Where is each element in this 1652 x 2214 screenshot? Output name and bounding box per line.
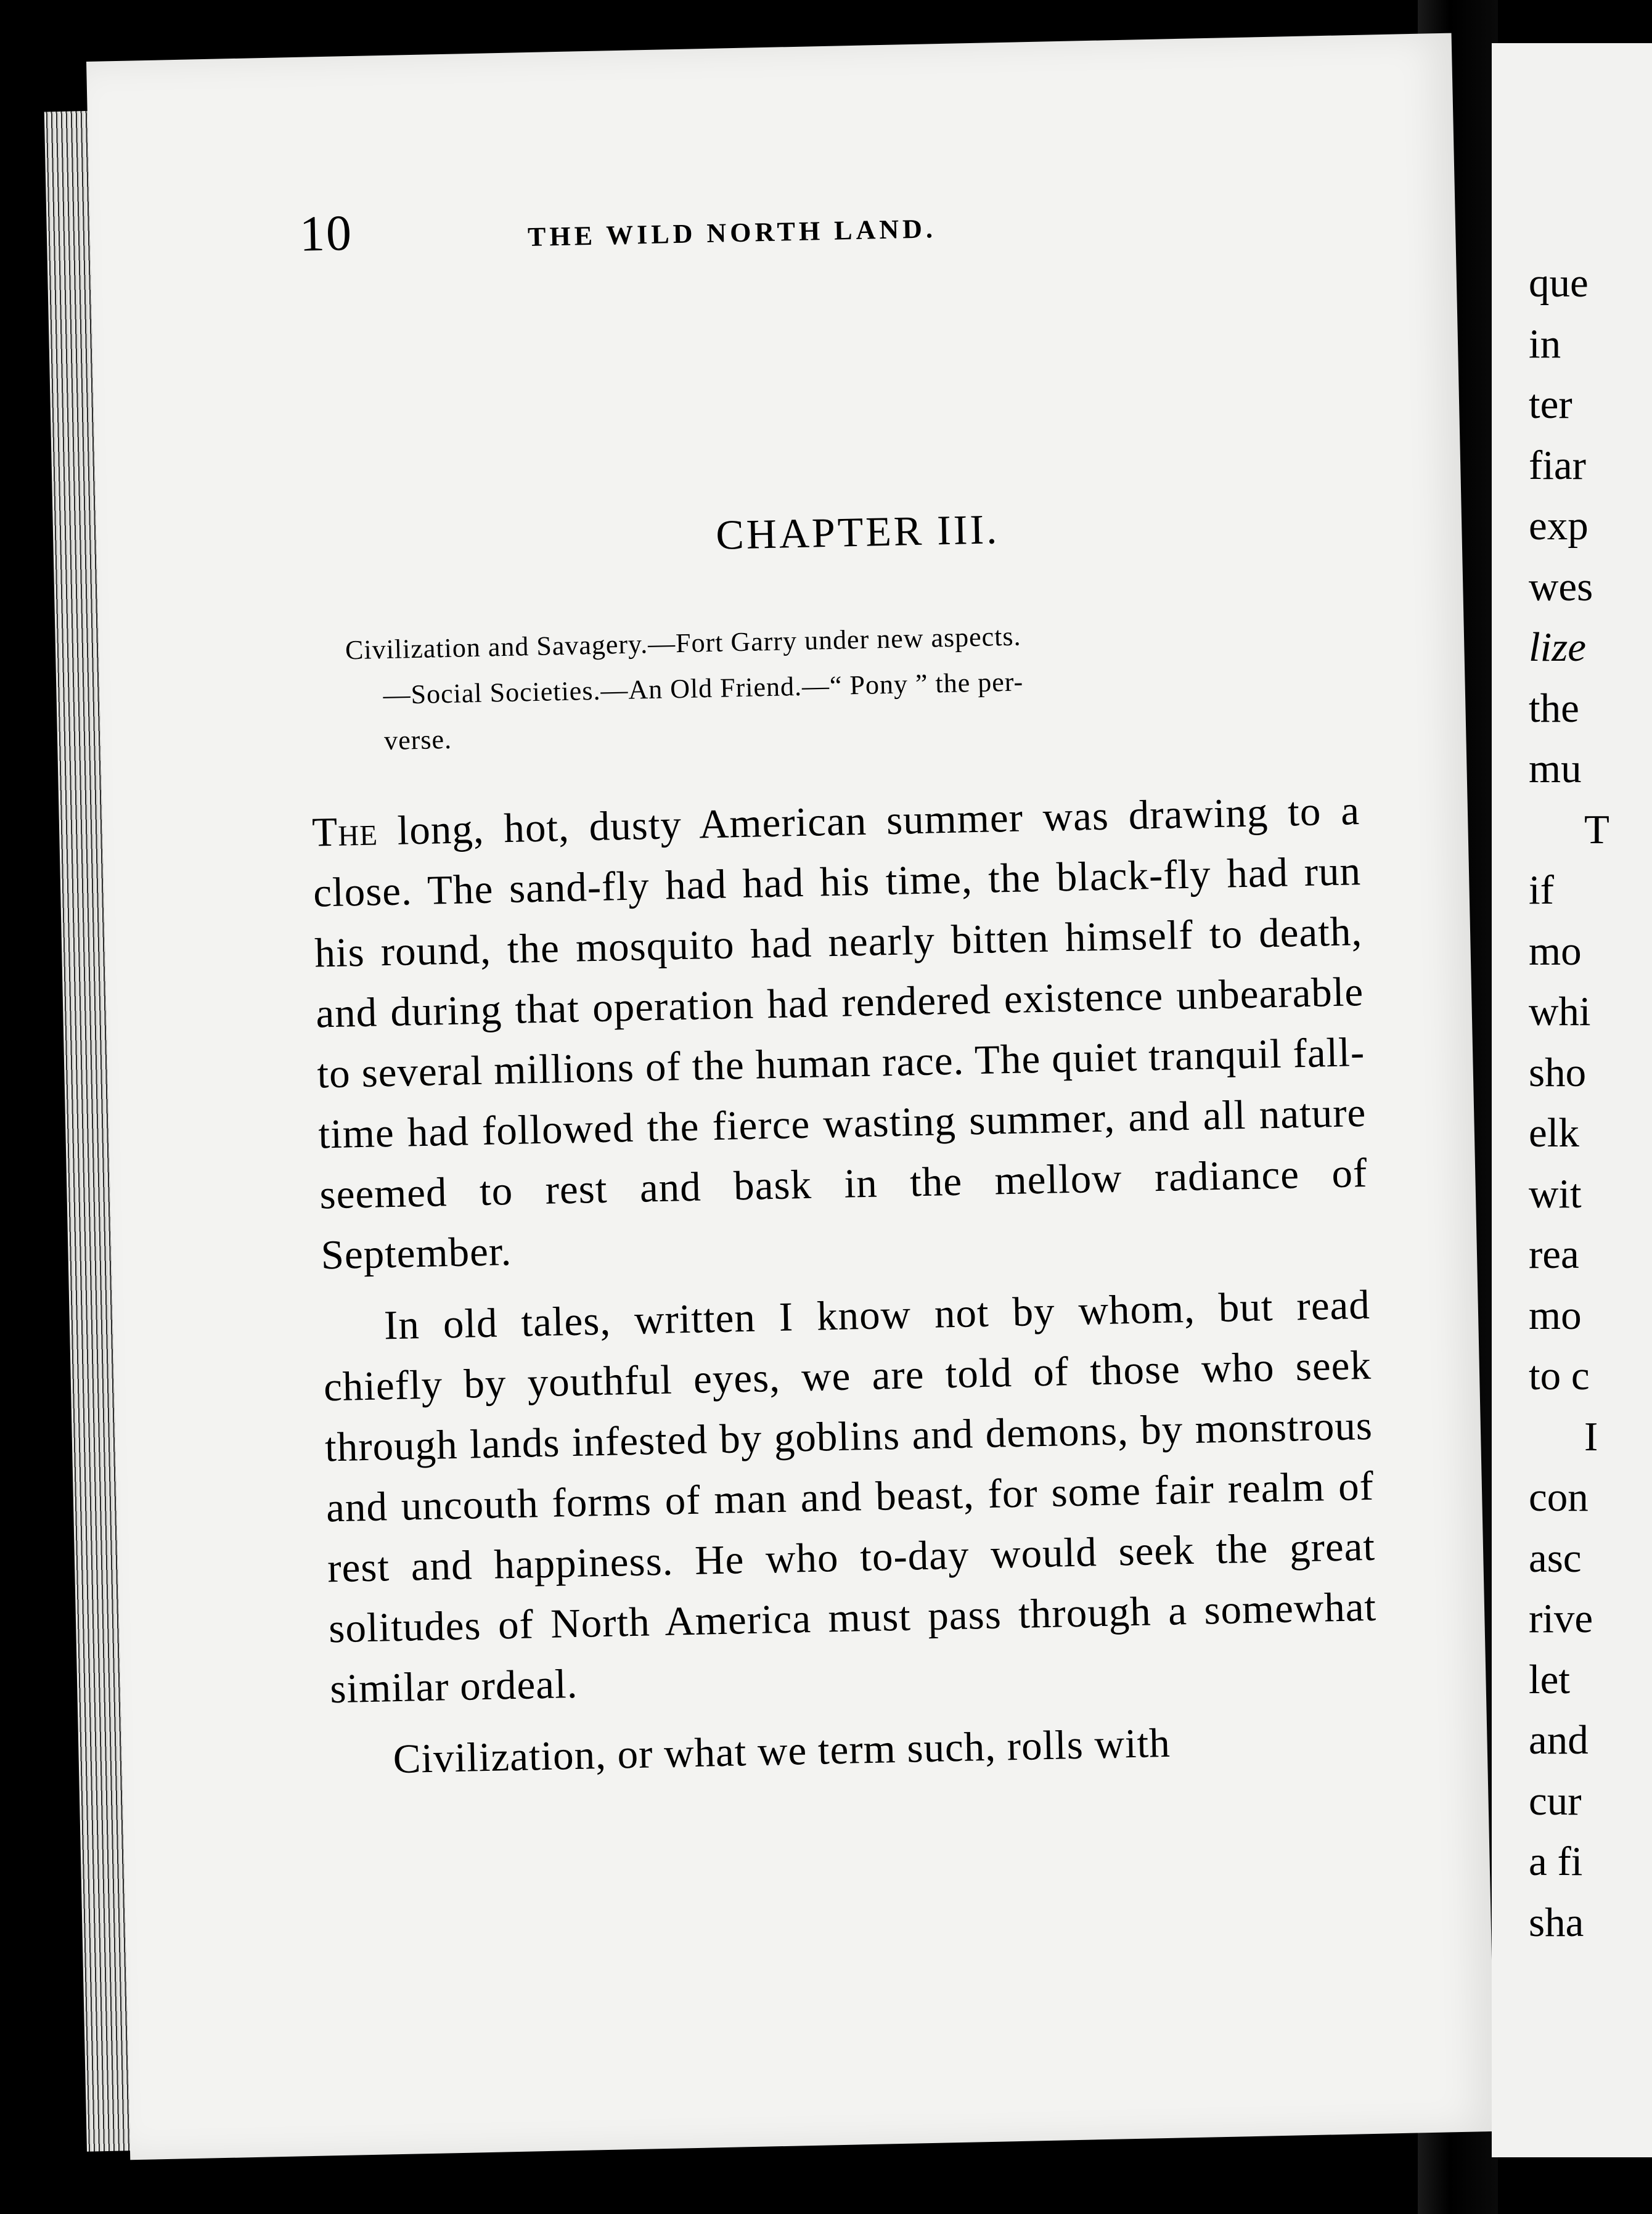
page-number: 10 (298, 205, 353, 262)
right-fragment: I (1584, 1413, 1598, 1460)
right-fragment: sho (1529, 1049, 1587, 1095)
right-fragment: wes (1529, 563, 1593, 610)
right-fragment: if (1529, 867, 1554, 913)
right-fragment: asc (1529, 1535, 1582, 1581)
running-title: THE WILD NORTH LAND. (527, 213, 937, 253)
right-fragment: ter (1529, 382, 1572, 427)
page-edges (44, 111, 130, 2152)
paragraph-text: long, hot, dusty American summer was drawing to a close. The sand-fly had had his time, the black-fly had run his round, the mosquito had nearly bitten himself to death, and during that operation had rendered existence unbearable to several millions of the human race. The quiet tranquil fall-time had followed the fierce wasting summer, and all nature seemed to rest and bask in the mellow radiance of September. (313, 788, 1368, 1278)
right-fragment: a fi (1529, 1839, 1583, 1884)
right-page (1492, 43, 1652, 2157)
right-fragment: exp (1529, 503, 1589, 549)
chapter-summary (308, 607, 1370, 766)
right-fragment: mu (1529, 746, 1582, 791)
right-fragment: and (1529, 1717, 1589, 1763)
left-page-content (299, 183, 1392, 1791)
right-fragment: rea (1529, 1232, 1579, 1277)
right-fragment: que (1529, 260, 1589, 306)
right-page-fragments (1529, 253, 1609, 1953)
right-fragment: to c (1529, 1353, 1590, 1399)
body-text (311, 780, 1380, 1791)
right-fragment: mo (1529, 928, 1582, 974)
chapter-title: CHAPTER III. (715, 505, 1000, 558)
right-fragment: cur (1529, 1778, 1582, 1824)
right-fragment: the (1529, 685, 1579, 731)
right-fragment: sha (1529, 1899, 1584, 1945)
right-fragment: in (1529, 321, 1561, 367)
right-fragment: fiar (1529, 442, 1586, 488)
paragraph-lead-word: The (311, 808, 378, 856)
running-head (299, 183, 1360, 261)
chapter-summary-line: —Social Societies.—An Old Friend.—“ Pony ” the per- (383, 666, 1024, 711)
right-fragment: elk (1529, 1110, 1579, 1156)
right-fragment: T (1584, 806, 1609, 852)
paragraph (311, 780, 1369, 1285)
chapter-summary-line: Civilization and Savagery.—Fort Garry under new aspects. (345, 621, 1022, 666)
left-page (86, 33, 1495, 2160)
paragraph: Civilization, or what we term such, rolls with (393, 1720, 1171, 1783)
chapter-summary-line: verse. (383, 724, 452, 756)
paragraph: In old tales, written I know not by whom, but read chiefly by youthful eyes, we are told of those who seek through lands infested by goblins and demons, by monstrous and uncouth forms of man and beast, for some fair realm of rest and happiness. He who to-day would seek the great solitudes of North America must pass through a somewhat similar ordeal. (323, 1281, 1377, 1712)
right-fragment: whi (1529, 989, 1591, 1034)
right-fragment: mo (1529, 1292, 1582, 1338)
right-fragment: lize (1529, 624, 1587, 670)
right-fragment: con (1529, 1474, 1589, 1520)
right-fragment: rive (1529, 1596, 1593, 1641)
right-fragment: wit (1529, 1170, 1582, 1217)
right-fragment: let (1529, 1656, 1570, 1702)
